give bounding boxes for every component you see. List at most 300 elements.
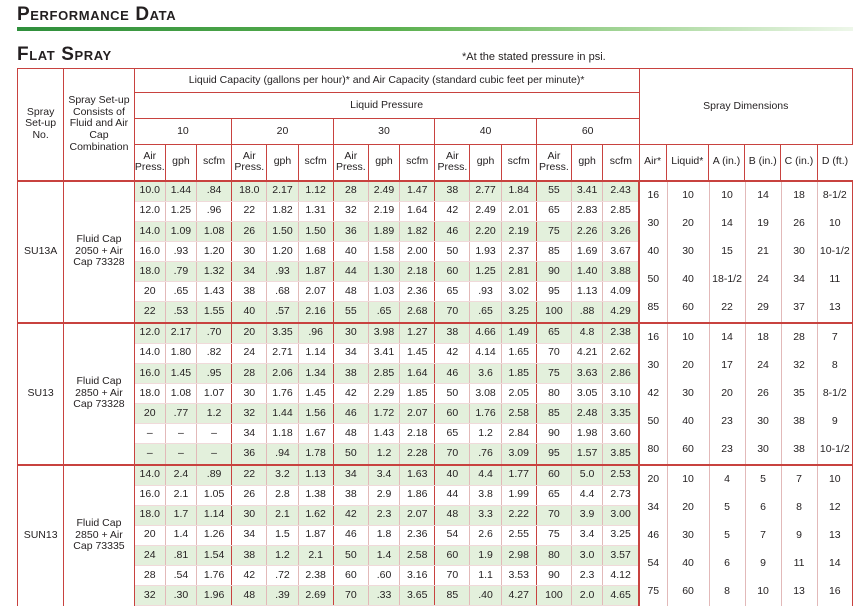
- data-cell: .89: [197, 465, 232, 486]
- dimension-cell: 8: [781, 494, 817, 522]
- dimension-cell: 13: [817, 522, 852, 550]
- data-cell: 1.45: [165, 363, 196, 383]
- data-cell: 1.76: [267, 383, 298, 403]
- data-cell: 3.67: [603, 241, 639, 261]
- dimension-cell: 17: [709, 352, 745, 380]
- data-cell: .57: [267, 302, 298, 323]
- data-cell: 2.29: [368, 383, 399, 403]
- data-cell: 16.0: [134, 241, 165, 261]
- data-cell: 54: [435, 525, 470, 545]
- data-cell: 1.64: [400, 363, 435, 383]
- dimension-cell: 18-1/2: [709, 266, 745, 294]
- header-combination: Spray Set-up Consists of Fluid and Air Cap Combination: [64, 69, 134, 181]
- data-cell: 1.56: [298, 404, 333, 424]
- dimension-cell: 54: [647, 556, 660, 569]
- data-cell: –: [134, 424, 165, 444]
- dimension-cell: 16: [647, 330, 660, 343]
- data-cell: 3.9: [572, 505, 603, 525]
- table-row: [18, 181, 853, 202]
- setup-no: SU13A: [18, 181, 64, 323]
- data-cell: .72: [267, 565, 298, 585]
- data-cell: 2.3: [368, 505, 399, 525]
- header-30-airpress: Air Press.: [333, 145, 368, 181]
- data-cell: 40: [435, 465, 470, 486]
- header-dim-5: D (ft.): [817, 145, 852, 181]
- dimension-cell: 75: [647, 584, 660, 597]
- data-cell: 1.57: [572, 444, 603, 465]
- dimension-row: [640, 494, 852, 522]
- data-cell: .68: [267, 282, 298, 302]
- data-cell: 1.58: [368, 241, 399, 261]
- data-cell: 1.98: [572, 424, 603, 444]
- data-cell: 85: [536, 241, 571, 261]
- dimension-cell: 4: [709, 466, 745, 494]
- data-cell: 2.48: [572, 404, 603, 424]
- dimension-cell: 60: [667, 436, 709, 464]
- data-cell: 26: [232, 485, 267, 505]
- dimension-cell: 40: [647, 244, 660, 257]
- data-cell: 1.20: [197, 241, 232, 261]
- data-cell: 2.85: [603, 201, 639, 221]
- data-cell: 1.67: [298, 424, 333, 444]
- data-cell: 65: [536, 323, 571, 344]
- data-cell: 2.19: [501, 221, 536, 241]
- data-cell: 60: [536, 465, 571, 486]
- data-cell: 100: [536, 302, 571, 323]
- header-40-gph: gph: [470, 145, 501, 181]
- dimension-row: [640, 522, 852, 550]
- dimension-cell: 23: [709, 436, 745, 464]
- dimension-cell: 22: [709, 294, 745, 322]
- data-cell: 1.2: [267, 545, 298, 565]
- data-cell: 50: [333, 545, 368, 565]
- data-cell: 28: [134, 565, 165, 585]
- data-cell: 1.49: [501, 323, 536, 344]
- data-cell: 70: [536, 343, 571, 363]
- data-cell: .96: [197, 201, 232, 221]
- data-cell: .40: [470, 585, 501, 605]
- data-cell: 2.19: [368, 201, 399, 221]
- data-cell: 2.58: [400, 545, 435, 565]
- dimension-cell: 10: [667, 466, 709, 494]
- data-cell: 46: [333, 404, 368, 424]
- data-cell: 2.26: [572, 221, 603, 241]
- dimension-cell: 10: [817, 210, 852, 238]
- data-cell: 2.16: [298, 302, 333, 323]
- data-cell: 24: [134, 545, 165, 565]
- dimension-cell: 13: [817, 294, 852, 322]
- dimension-cell: 60: [667, 578, 709, 606]
- data-cell: 75: [536, 363, 571, 383]
- data-cell: 3.3: [470, 505, 501, 525]
- data-cell: 38: [435, 181, 470, 202]
- data-cell: 12.0: [134, 201, 165, 221]
- dimension-row: [640, 550, 852, 578]
- data-cell: 65: [536, 201, 571, 221]
- data-cell: 1.80: [165, 343, 196, 363]
- header-spray-dimensions: Spray Dimensions: [639, 69, 852, 145]
- data-cell: 1.38: [298, 485, 333, 505]
- data-cell: 1.45: [298, 383, 333, 403]
- data-cell: 85: [536, 404, 571, 424]
- dimension-cell: 40: [667, 408, 709, 436]
- dimension-cell: 40: [667, 266, 709, 294]
- data-cell: –: [134, 444, 165, 465]
- data-cell: 1.85: [400, 383, 435, 403]
- data-cell: 28: [232, 363, 267, 383]
- data-cell: 65: [435, 282, 470, 302]
- data-cell: 2.53: [603, 465, 639, 486]
- data-cell: 2.84: [501, 424, 536, 444]
- dimension-cell: 14: [709, 324, 745, 352]
- data-cell: 36: [232, 444, 267, 465]
- dimension-cell: 8: [709, 578, 745, 606]
- data-cell: .96: [298, 323, 333, 344]
- data-cell: 5.0: [572, 465, 603, 486]
- data-cell: 34: [333, 343, 368, 363]
- data-cell: 24: [232, 343, 267, 363]
- data-cell: 1.69: [572, 241, 603, 261]
- cap-combination: Fluid Cap 2050 + Air Cap 73328: [64, 181, 134, 323]
- dimension-cell: 9: [817, 408, 852, 436]
- data-cell: 32: [232, 404, 267, 424]
- data-cell: 38: [232, 545, 267, 565]
- title-divider-bar: [17, 27, 853, 31]
- dimension-cell: 11: [781, 550, 817, 578]
- dimension-cell: 20: [667, 210, 709, 238]
- dimension-cell: 9: [781, 522, 817, 550]
- data-cell: 1.93: [470, 241, 501, 261]
- data-cell: 34: [232, 262, 267, 282]
- cap-combination: Fluid Cap 2850 + Air Cap 73328: [64, 323, 134, 465]
- dimension-row: [640, 266, 852, 294]
- data-cell: 18.0: [232, 181, 267, 202]
- dimension-cell: 38: [781, 408, 817, 436]
- header-dim-0: Air*: [639, 145, 666, 181]
- dimension-cell: 8: [817, 352, 852, 380]
- data-cell: 2.8: [267, 485, 298, 505]
- data-cell: 4.12: [603, 565, 639, 585]
- data-cell: 2.69: [298, 585, 333, 605]
- data-cell: 1.2: [368, 444, 399, 465]
- dimension-cell: 24: [745, 352, 781, 380]
- table-row: [18, 323, 853, 344]
- sub-title: Flat Spray: [17, 44, 112, 65]
- dimension-cell: 37: [781, 294, 817, 322]
- data-cell: .95: [197, 363, 232, 383]
- data-cell: 14.0: [134, 343, 165, 363]
- data-cell: 4.29: [603, 302, 639, 323]
- data-cell: 1.82: [267, 201, 298, 221]
- dimension-cell: 35: [781, 380, 817, 408]
- data-cell: 4.66: [470, 323, 501, 344]
- data-cell: 85: [435, 585, 470, 605]
- dimension-cell: 85: [647, 300, 660, 313]
- data-cell: 4.8: [572, 323, 603, 344]
- data-cell: .93: [165, 241, 196, 261]
- data-cell: 65: [536, 485, 571, 505]
- data-cell: –: [197, 444, 232, 465]
- dimension-cell: 8-1/2: [817, 182, 852, 210]
- data-cell: 2.77: [470, 181, 501, 202]
- dimension-cell: 20: [667, 494, 709, 522]
- dimension-row: [640, 380, 852, 408]
- data-cell: 2.3: [572, 565, 603, 585]
- data-cell: 2.1: [298, 545, 333, 565]
- data-cell: 90: [536, 424, 571, 444]
- dimension-cell: 16: [817, 578, 852, 606]
- data-cell: 3.65: [400, 585, 435, 605]
- data-cell: 3.85: [603, 444, 639, 465]
- data-cell: 2.4: [165, 465, 196, 486]
- data-cell: 48: [333, 424, 368, 444]
- data-cell: .60: [368, 565, 399, 585]
- data-cell: 1.07: [197, 383, 232, 403]
- data-cell: 18.0: [134, 383, 165, 403]
- data-cell: 1.50: [298, 221, 333, 241]
- data-cell: 2.20: [470, 221, 501, 241]
- data-cell: 1.18: [267, 424, 298, 444]
- dimension-cell: 38: [781, 436, 817, 464]
- data-cell: 3.57: [603, 545, 639, 565]
- dimensions-subtable: [640, 182, 852, 322]
- dimension-cell: 10: [667, 324, 709, 352]
- data-cell: 1.9: [470, 545, 501, 565]
- dimension-cell: 30: [781, 238, 817, 266]
- header-20-scfm: scfm: [298, 145, 333, 181]
- data-cell: 3.4: [368, 465, 399, 486]
- dimension-cell: 30: [647, 358, 660, 371]
- data-cell: 2.36: [400, 525, 435, 545]
- dimension-cell: 29: [745, 294, 781, 322]
- data-cell: 48: [435, 505, 470, 525]
- data-cell: 16.0: [134, 485, 165, 505]
- dimension-cell: 5: [745, 466, 781, 494]
- data-cell: 75: [536, 221, 571, 241]
- dimension-cell: 30: [667, 522, 709, 550]
- data-cell: 3.02: [501, 282, 536, 302]
- data-cell: 1.89: [368, 221, 399, 241]
- data-cell: 3.60: [603, 424, 639, 444]
- data-cell: 2.85: [368, 363, 399, 383]
- data-cell: 2.07: [298, 282, 333, 302]
- data-cell: 2.38: [298, 565, 333, 585]
- data-cell: 1.76: [470, 404, 501, 424]
- header-10-airpress: Air Press.: [134, 145, 165, 181]
- dimension-cell: 14: [745, 182, 781, 210]
- data-cell: 1.76: [197, 565, 232, 585]
- data-cell: 1.44: [267, 404, 298, 424]
- data-cell: 1.54: [197, 545, 232, 565]
- data-cell: 50: [435, 383, 470, 403]
- performance-table: [17, 68, 853, 606]
- data-cell: 1.43: [368, 424, 399, 444]
- data-cell: 2.17: [267, 181, 298, 202]
- setup-no: SUN13: [18, 465, 64, 606]
- data-cell: 3.35: [603, 404, 639, 424]
- data-cell: 70: [333, 585, 368, 605]
- data-cell: 1.20: [267, 241, 298, 261]
- data-cell: 1.99: [501, 485, 536, 505]
- data-cell: 2.58: [501, 404, 536, 424]
- data-cell: 90: [536, 565, 571, 585]
- dimension-cell: 30: [667, 380, 709, 408]
- table-row: [18, 465, 853, 486]
- data-cell: 44: [333, 262, 368, 282]
- dimension-cell: 21: [745, 238, 781, 266]
- dimension-cell: 7: [817, 324, 852, 352]
- data-cell: .39: [267, 585, 298, 605]
- data-cell: 2.38: [603, 323, 639, 344]
- data-cell: 3.25: [501, 302, 536, 323]
- data-cell: .88: [572, 302, 603, 323]
- data-cell: .94: [267, 444, 298, 465]
- data-cell: 1.96: [197, 585, 232, 605]
- data-cell: 1.78: [298, 444, 333, 465]
- header-dim-4: C (in.): [781, 145, 817, 181]
- data-cell: .81: [165, 545, 196, 565]
- dimension-cell: 46: [647, 528, 660, 541]
- data-cell: 48: [232, 585, 267, 605]
- dimension-cell: 28: [781, 324, 817, 352]
- dimension-row: [640, 408, 852, 436]
- data-cell: 2.6: [470, 525, 501, 545]
- data-cell: 2.0: [572, 585, 603, 605]
- header-dim-2: A (in.): [708, 145, 744, 181]
- data-cell: 3.8: [470, 485, 501, 505]
- data-cell: 48: [333, 282, 368, 302]
- data-cell: 55: [536, 181, 571, 202]
- data-cell: 2.06: [267, 363, 298, 383]
- data-cell: 38: [333, 363, 368, 383]
- dimension-cell: 30: [647, 216, 660, 229]
- data-cell: 1.14: [197, 505, 232, 525]
- cap-combination: Fluid Cap 2850 + Air Cap 73335: [64, 465, 134, 606]
- data-cell: 40: [232, 302, 267, 323]
- dimension-cell: 11: [817, 266, 852, 294]
- data-cell: 2.49: [470, 201, 501, 221]
- data-cell: 26: [232, 221, 267, 241]
- data-cell: 4.4: [572, 485, 603, 505]
- data-cell: 2.1: [165, 485, 196, 505]
- data-cell: 1.8: [368, 525, 399, 545]
- setup-no: SU13: [18, 323, 64, 465]
- dimension-row: [640, 436, 852, 464]
- data-cell: 4.14: [470, 343, 501, 363]
- dimension-cell: 80: [647, 442, 660, 455]
- data-cell: 1.26: [197, 525, 232, 545]
- data-cell: 1.68: [298, 241, 333, 261]
- data-cell: 4.21: [572, 343, 603, 363]
- data-cell: 4.4: [470, 465, 501, 486]
- data-cell: 3.41: [368, 343, 399, 363]
- data-cell: 75: [536, 525, 571, 545]
- data-cell: 2.18: [400, 262, 435, 282]
- data-cell: 42: [333, 383, 368, 403]
- dimension-cell: 32: [781, 352, 817, 380]
- data-cell: .65: [165, 282, 196, 302]
- data-cell: 1.77: [501, 465, 536, 486]
- dimension-cell: 16: [647, 188, 660, 201]
- dimension-cell: 20: [667, 352, 709, 380]
- data-cell: 46: [435, 363, 470, 383]
- header-pressure-10: 10: [134, 119, 232, 145]
- data-cell: 22: [134, 302, 165, 323]
- data-cell: 1.5: [267, 525, 298, 545]
- data-cell: 20: [134, 525, 165, 545]
- dimension-cell: 7: [781, 466, 817, 494]
- data-cell: 3.25: [603, 525, 639, 545]
- dimension-cell: 8-1/2: [817, 380, 852, 408]
- data-cell: 1.85: [501, 363, 536, 383]
- dimension-cell: 10: [745, 578, 781, 606]
- data-cell: –: [165, 444, 196, 465]
- data-cell: .93: [470, 282, 501, 302]
- header-40-scfm: scfm: [501, 145, 536, 181]
- header-pressure-40: 40: [435, 119, 537, 145]
- data-cell: 1.13: [572, 282, 603, 302]
- data-cell: 28: [333, 181, 368, 202]
- data-cell: 40: [333, 241, 368, 261]
- dimension-cell: 23: [709, 408, 745, 436]
- data-cell: 80: [536, 545, 571, 565]
- dimension-cell: 10: [667, 182, 709, 210]
- header-20-airpress: Air Press.: [232, 145, 267, 181]
- data-cell: 1.2: [197, 404, 232, 424]
- data-cell: .65: [470, 302, 501, 323]
- data-cell: 1.45: [400, 343, 435, 363]
- data-cell: 60: [435, 545, 470, 565]
- data-cell: 1.08: [165, 383, 196, 403]
- data-cell: 30: [232, 241, 267, 261]
- header-30-scfm: scfm: [400, 145, 435, 181]
- data-cell: 2.81: [501, 262, 536, 282]
- dimension-cell: 42: [647, 386, 660, 399]
- data-cell: 1.82: [400, 221, 435, 241]
- dimension-row: [640, 238, 852, 266]
- header-capacity: Liquid Capacity (gallons per hour)* and Air Capacity (standard cubic feet per minute)*: [134, 69, 639, 93]
- data-cell: .33: [368, 585, 399, 605]
- data-cell: 80: [536, 383, 571, 403]
- data-cell: 3.2: [267, 465, 298, 486]
- data-cell: 70: [435, 565, 470, 585]
- data-cell: 38: [232, 282, 267, 302]
- data-cell: .79: [165, 262, 196, 282]
- data-cell: 34: [232, 525, 267, 545]
- data-cell: 60: [333, 565, 368, 585]
- data-cell: 1.34: [298, 363, 333, 383]
- data-cell: 3.6: [470, 363, 501, 383]
- data-cell: 30: [232, 505, 267, 525]
- data-cell: 30: [232, 383, 267, 403]
- data-cell: 32: [333, 201, 368, 221]
- data-cell: 3.35: [267, 323, 298, 344]
- dimension-cell: 18: [745, 324, 781, 352]
- dimension-cell: 18: [781, 182, 817, 210]
- data-cell: 55: [333, 302, 368, 323]
- data-cell: .30: [165, 585, 196, 605]
- data-cell: 2.00: [400, 241, 435, 261]
- data-cell: 70: [536, 505, 571, 525]
- dimension-cell: 26: [781, 210, 817, 238]
- data-cell: 3.88: [603, 262, 639, 282]
- data-cell: 1.62: [298, 505, 333, 525]
- data-cell: 34: [333, 465, 368, 486]
- data-cell: 3.63: [572, 363, 603, 383]
- data-cell: 2.18: [400, 424, 435, 444]
- data-cell: 18.0: [134, 505, 165, 525]
- dimension-cell: 6: [709, 550, 745, 578]
